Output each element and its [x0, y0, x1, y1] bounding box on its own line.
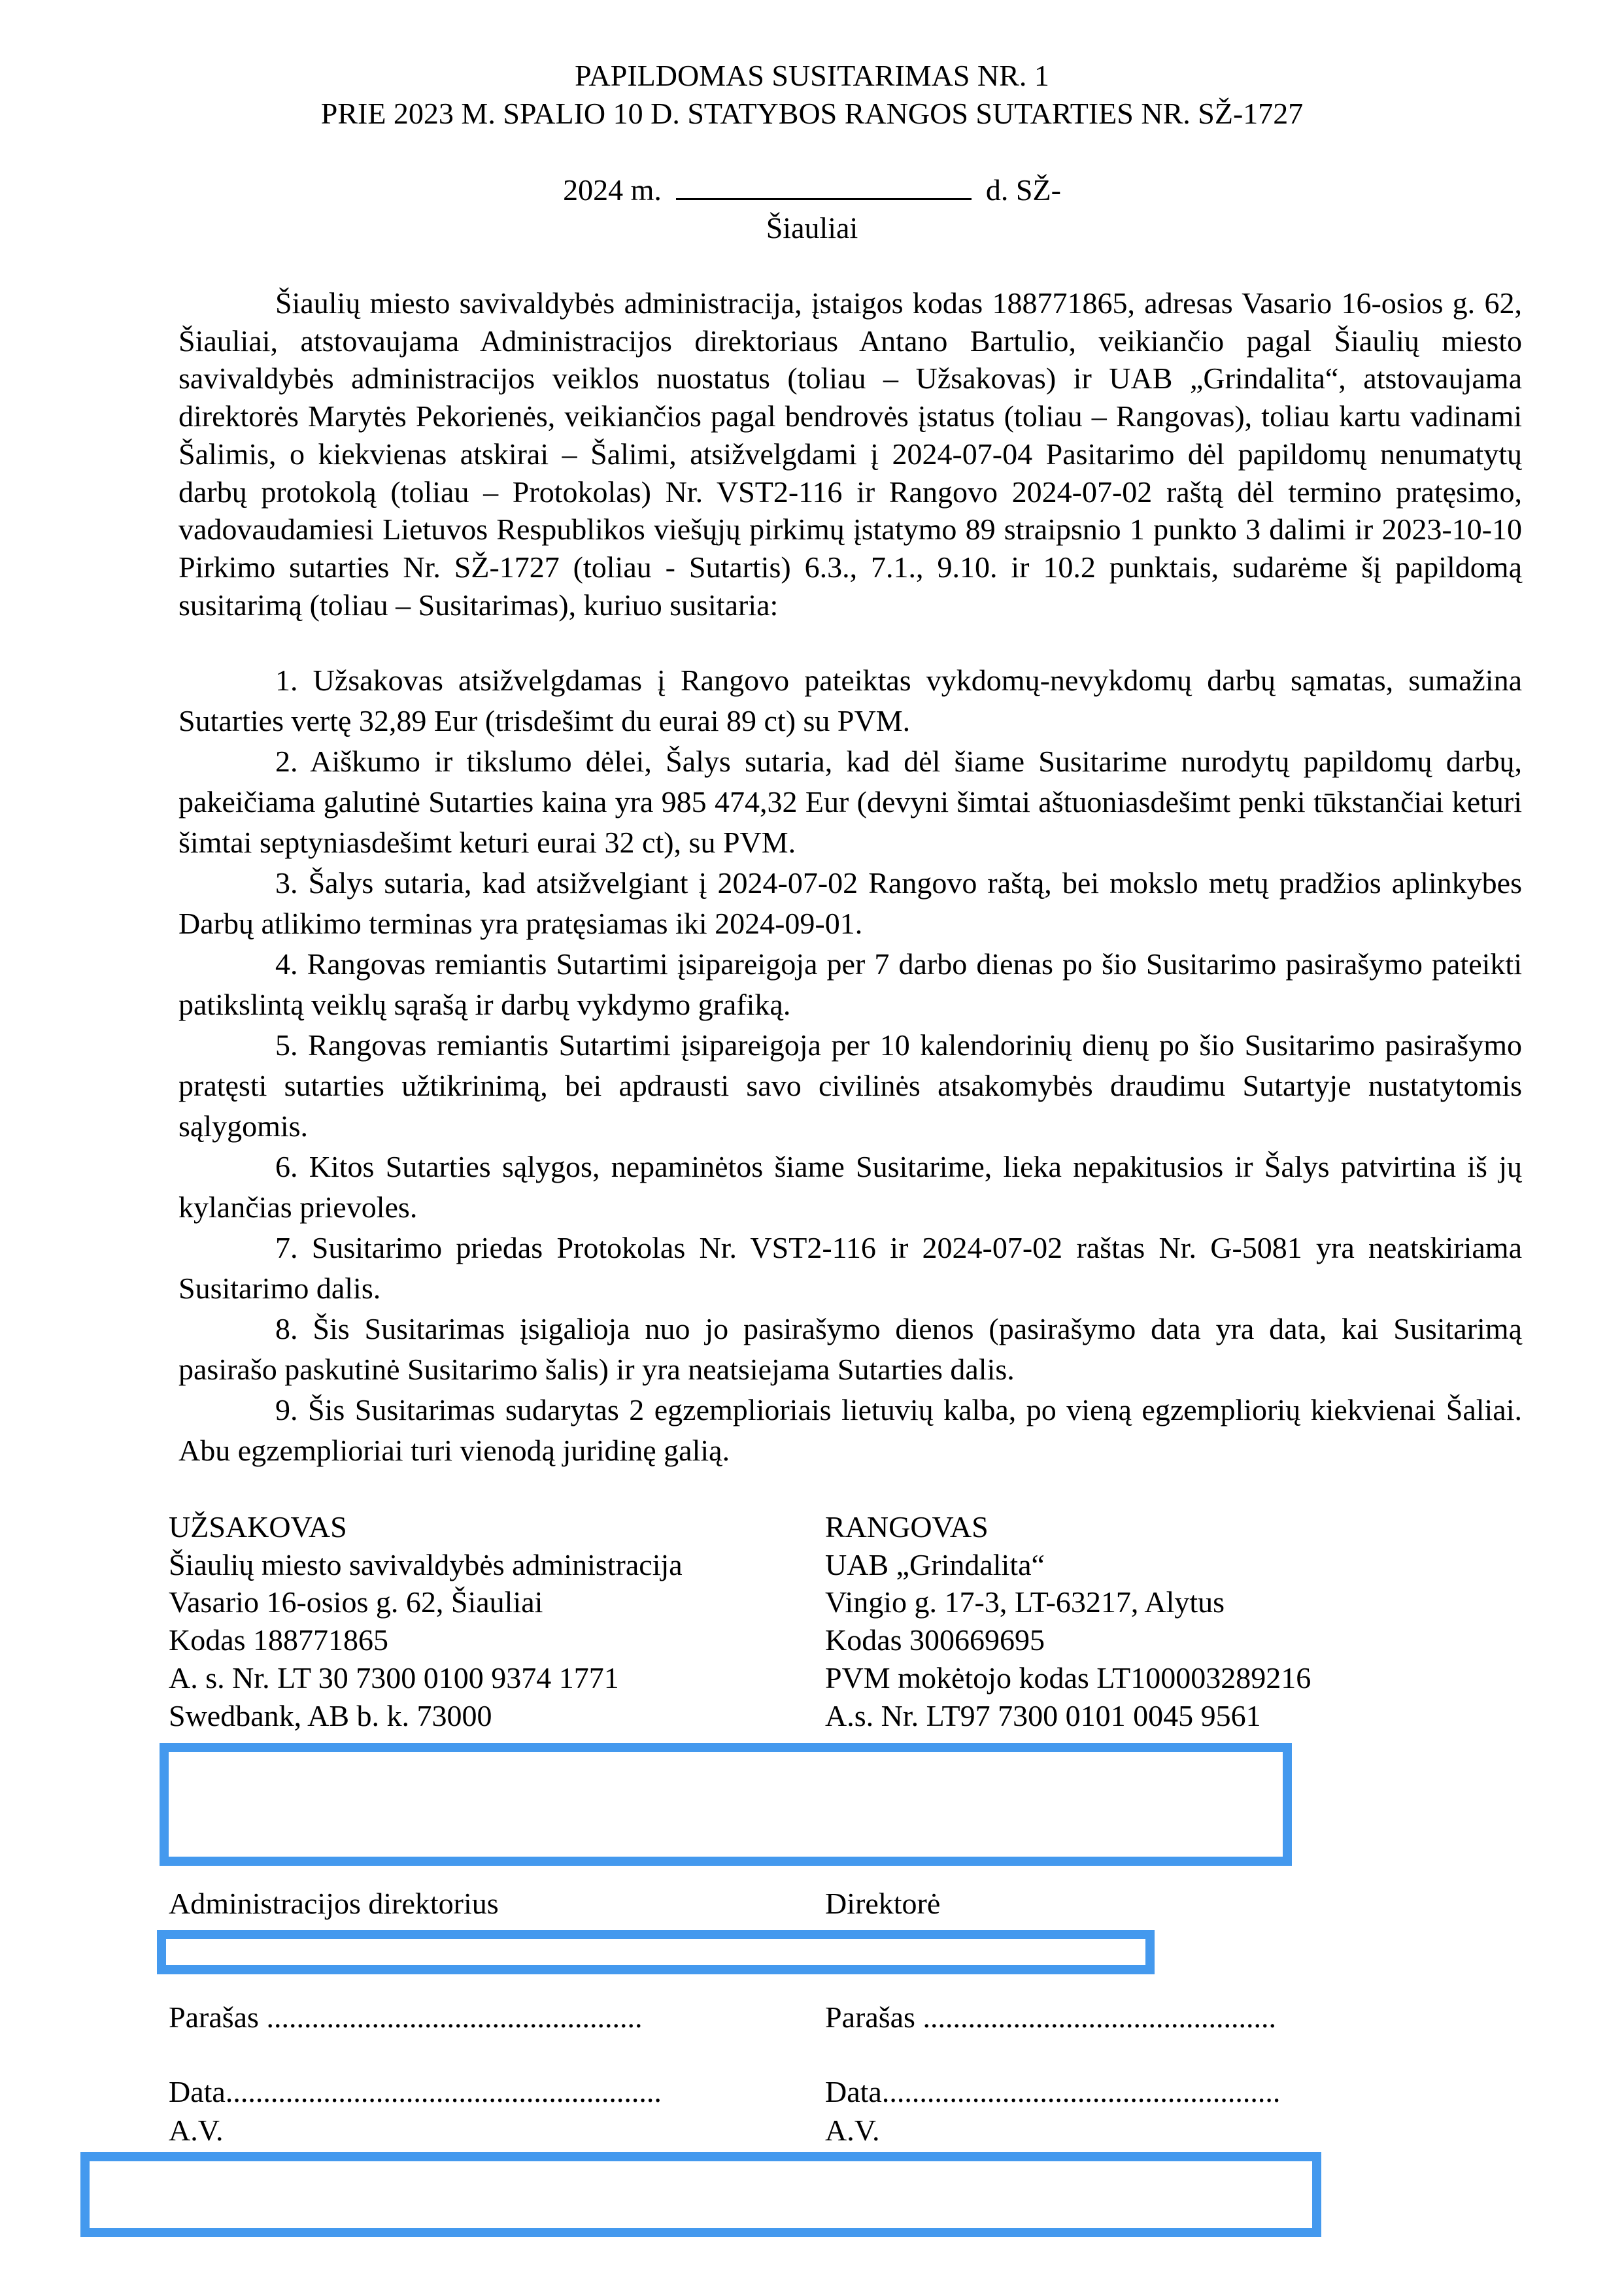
date-year: 2024 m. — [563, 173, 662, 207]
date-blank — [676, 172, 972, 200]
contractor-account: A.s. Nr. LT97 7300 0101 0045 9561 — [825, 1698, 1261, 1732]
date-number: d. SŽ- — [985, 173, 1061, 207]
customer-details — [169, 1508, 683, 1734]
customer-stamp: A.V. — [169, 2114, 224, 2147]
contractor-code: Kodas 300669695 — [825, 1623, 1045, 1657]
title-line-1: PAPILDOMAS SUSITARIMAS NR. 1 — [575, 59, 1049, 92]
customer-name: Šiaulių miesto savivaldybės administracija — [169, 1547, 683, 1581]
redaction-box — [157, 1930, 1155, 1974]
title-line-2: PRIE 2023 M. SPALIO 10 D. STATYBOS RANGOS SUTARTIES NR. SŽ-1727 — [320, 97, 1304, 130]
contractor-stamp: A.V. — [825, 2114, 880, 2147]
agreement-item: 2. Aiškumo ir tikslumo dėlei, Šalys sutaria, kad dėl šiame Susitarime nurodytų papildomų darbų, pakeičiama galutinė Sutarties kaina yra 985 474,32 Eur (devyni šimtai aštuoniasdešimt penki tūkstančiai keturi šimtai septyniasdešimt keturi eurai 32 ct), su PVM. — [178, 745, 1522, 859]
contractor-details — [825, 1508, 1311, 1734]
intro-paragraph: Šiaulių miesto savivaldybės administracija, įstaigos kodas 188771865, adresas Vasario 16-osios g. 62, Šiauliai, atstovaujama Administracijos direktoriaus Antano Bartulio, veikiančio pagal Šiaulių miesto savivaldybės administracijos veiklos nuostatus (toliau – Užsakovas) ir UAB „Grindalita“, atstovaujama direktorės Marytės Pekorienės, veikiančios pagal bendrovės įstatus (toliau – Rangovas), toliau kartu vadinami Šalimis, o kiekvienas atskirai – Šalimi, atsižvelgdami į 2024-07-04 Pasitarimo dėl papildomų nenumatytų darbų protokolą (toliau – Protokolas) Nr. VST2-116 ir Rangovo 2024-07-02 raštą dėl termino pratęsimo, vadovaudamiesi Lietuvos Respublikos viešųjų pirkimų įstatymo 89 straipsnio 1 punkto 3 dalimi ir 2023-10-10 Pirkimo sutarties Nr. SŽ-1727 (toliau - Sutartis) 6.3., 7.1., 9.10. ir 10.2 punktais, sudarėme šį papildomą susitarimą (toliau – Susitarimas), kuriuo susitaria: — [178, 286, 1522, 622]
redaction-box — [80, 2152, 1321, 2237]
agreement-item: 5. Rangovas remiantis Sutartimi įsipareigoja per 10 kalendorinių dienų po šio Susitarimo pasirašymo pratęsti sutarties užtikrinimą, bei apdrausti savo civilinės atsakomybės draudimu Sutartyje nustatytomis sąlygomis. — [178, 1028, 1522, 1143]
customer-date-line: Data.......................................................... — [169, 2075, 662, 2108]
redaction-box — [160, 1743, 1292, 1866]
customer-code: Kodas 188771865 — [169, 1623, 389, 1657]
agreement-item: 8. Šis Susitarimas įsigalioja nuo jo pasirašymo dienos (pasirašymo data yra data, kai Susitarimą pasirašo paskutinė Susitarimo šalis) ir yra neatsiejama Sutarties dalis. — [178, 1312, 1522, 1386]
contractor-date-line: Data..................................................... — [825, 2075, 1281, 2108]
agreement-items — [178, 660, 1522, 1471]
agreement-item: 7. Susitarimo priedas Protokolas Nr. VST2-116 ir 2024-07-02 raštas Nr. G-5081 yra neatskiriama Susitarimo dalis. — [178, 1231, 1522, 1305]
contractor-heading: RANGOVAS — [825, 1510, 989, 1543]
customer-account: A. s. Nr. LT 30 7300 0100 9374 1771 — [169, 1661, 619, 1695]
agreement-item: 4. Rangovas remiantis Sutartimi įsipareigoja per 7 darbo dienas po šio Susitarimo pasirašymo pateikti patikslintą veiklų sąrašą ir darbų vykdymo grafiką. — [178, 947, 1522, 1021]
agreement-item: 6. Kitos Sutarties sąlygos, nepaminėtos šiame Susitarime, lieka nepakitusios ir Šalys patvirtina iš jų kylančias prievoles. — [178, 1150, 1522, 1224]
agreement-item: 9. Šis Susitarimas sudarytas 2 egzemplioriais lietuvių kalba, po vieną egzempliorių kiekvienai Šaliai. Abu egzemplioriai turi vienodą juridinę galią. — [178, 1393, 1522, 1467]
customer-bank: Swedbank, AB b. k. 73000 — [169, 1698, 492, 1732]
contractor-role: Direktorė — [825, 1887, 941, 1920]
customer-address: Vasario 16-osios g. 62, Šiauliai — [169, 1585, 543, 1619]
contractor-vat-code: PVM mokėtojo kodas LT100003289216 — [825, 1661, 1311, 1695]
contractor-signature-line: Parašas ............................................... — [825, 2000, 1276, 2034]
contractor-name: UAB „Grindalita“ — [825, 1547, 1045, 1581]
date-place-block — [0, 171, 1624, 247]
document-title — [0, 57, 1624, 133]
contractor-address: Vingio g. 17-3, LT-63217, Alytus — [825, 1585, 1225, 1619]
customer-heading: UŽSAKOVAS — [169, 1510, 347, 1543]
agreement-item: 3. Šalys sutaria, kad atsižvelgiant į 2024-07-02 Rangovo raštą, bei mokslo metų pradžios aplinkybes Darbų atlikimo terminas yra pratęsiamas iki 2024-09-01. — [178, 866, 1522, 940]
customer-role: Administracijos direktorius — [169, 1887, 499, 1920]
date-line — [0, 171, 1624, 209]
place: Šiauliai — [766, 211, 858, 245]
customer-signature-line: Parašas .................................................. — [169, 2000, 643, 2034]
agreement-item: 1. Užsakovas atsižvelgdamas į Rangovo pateiktas vykdomų-nevykdomų darbų sąmatas, sumažina Sutarties vertę 32,89 Eur (trisdešimt du eurai 89 ct) su PVM. — [178, 664, 1522, 737]
